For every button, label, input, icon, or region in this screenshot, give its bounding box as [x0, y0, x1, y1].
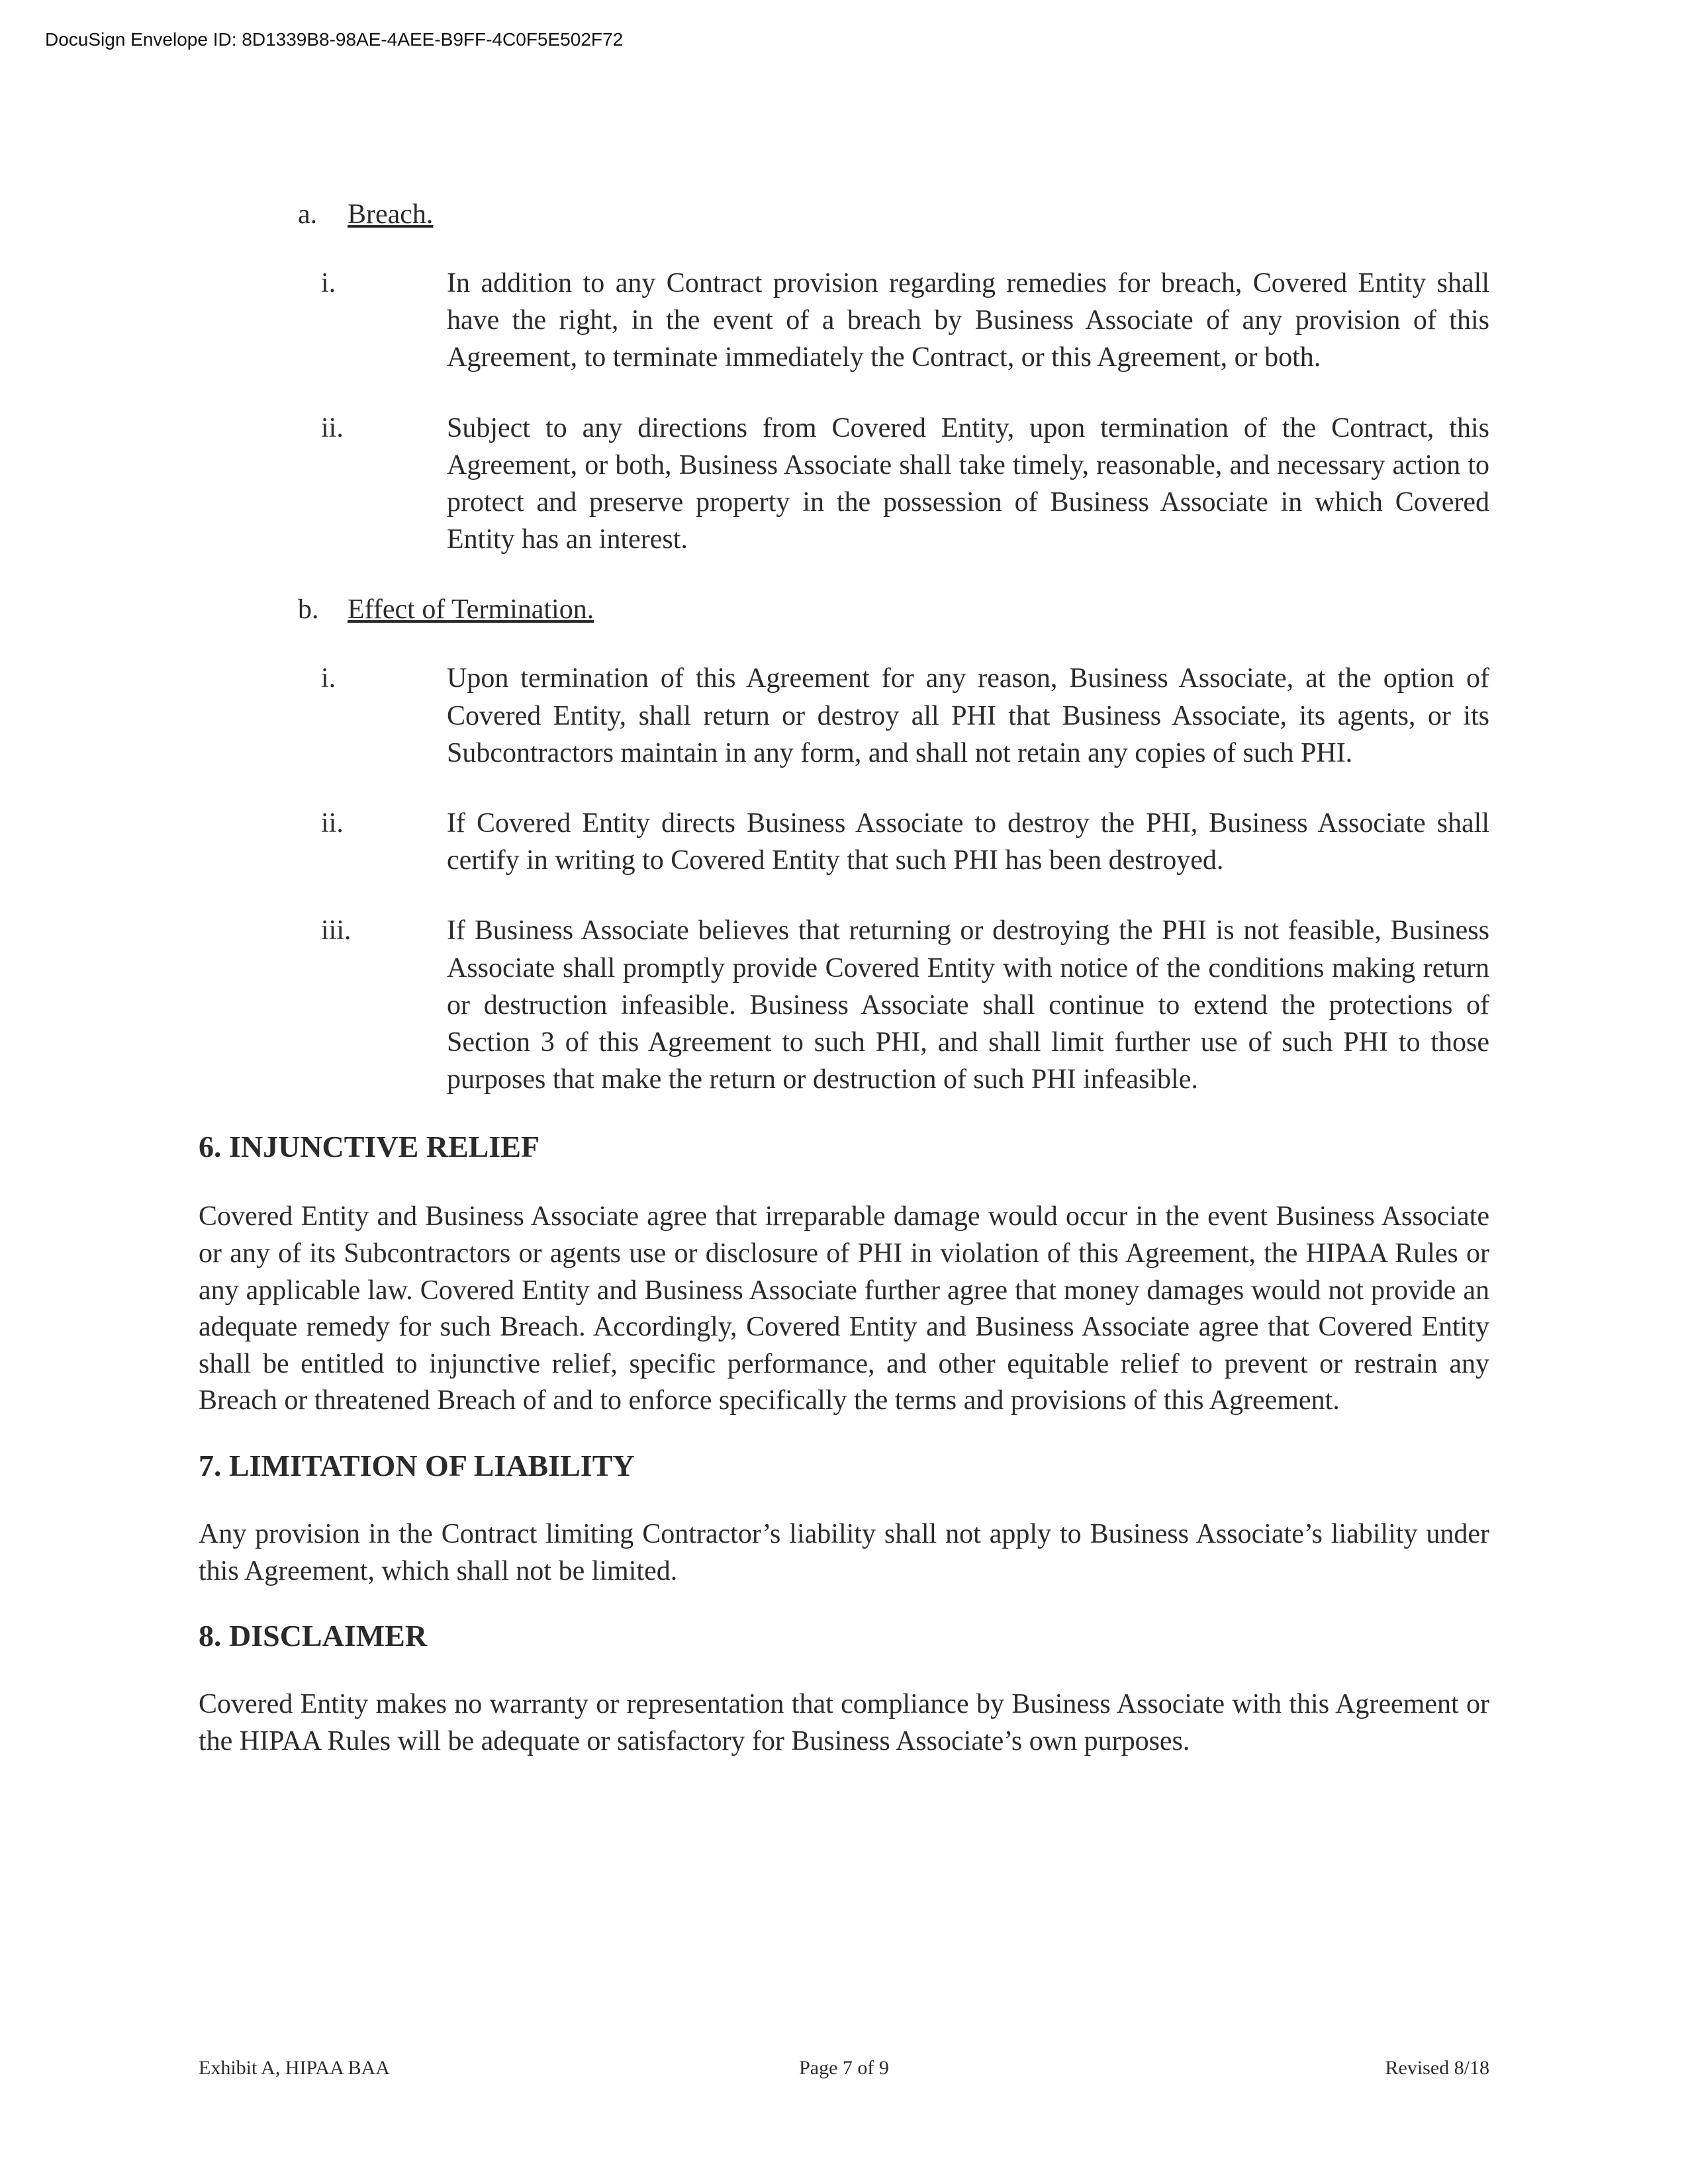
section-paragraph: Covered Entity makes no warranty or representation that compliance by Business Associate with this Agreement or the HIPAA Rules will be adequate or satisfactory for Business Associate’s own purposes. — [199, 1689, 1489, 1756]
list-item-text: If Covered Entity directs Business Associate to destroy the PHI, Business Associate shall certify in writing to Covered Entity that such PHI has been destroyed. — [447, 808, 1489, 876]
document-body — [199, 196, 1489, 1760]
section-paragraph: Any provision in the Contract limiting Contractor’s liability shall not apply to Business Associate’s liability under this Agreement, which shall not be limited. — [199, 1519, 1489, 1586]
subsection-title: Effect of Termination. — [348, 594, 594, 625]
section-paragraph: Covered Entity and Business Associate agree that irreparable damage would occur in the event Business Associate or any of its Subcontractors or agents use or disclosure of PHI in violation of this Agreement, the HIPAA Rules or any applicable law. Covered Entity and Business Associate further agree that money damages would not provide an adequate remedy for such Breach. Accordingly, Covered Entity and Business Associate agree that Covered Entity shall be entitled to injunctive relief, specific performance, and other equitable relief to prevent or restrain any Breach or threatened Breach of and to enforce specifically the terms and provisions of this Agreement. — [199, 1201, 1489, 1416]
list-item-number: iii. — [321, 915, 352, 946]
list-item-text: Subject to any directions from Covered Entity, upon termination of the Contract, this Agreement, or both, Business Associate shall take timely, reasonable, and necessary action to protect and preserve property in the possession of Business Associate in which Covered Entity has an interest. — [447, 412, 1489, 555]
section-heading-disclaimer: 8. DISCLAIMER — [199, 1619, 428, 1653]
list-item-text: If Business Associate believes that returning or destroying the PHI is not feasible, Business Associate shall promptly provide Covered Entity with notice of the conditions making return or destruction infeasible. Business Associate shall continue to extend the protections of Section 3 of this Agreement to such PHI, and shall limit further use of such PHI to those purposes that make the return or destruction of such PHI infeasible. — [447, 915, 1489, 1095]
list-item — [199, 805, 1489, 879]
list-item — [199, 912, 1489, 1098]
list-item — [199, 410, 1489, 559]
section-heading-limitation-of-liability: 7. LIMITATION OF LIABILITY — [199, 1449, 635, 1483]
page-footer — [199, 2057, 1489, 2083]
docusign-envelope-id: DocuSign Envelope ID: 8D1339B8-98AE-4AEE-B9FF-4C0F5E502F72 — [45, 29, 624, 50]
list-item-text: Upon termination of this Agreement for any reason, Business Associate, at the option of Covered Entity, shall return or destroy all PHI that Business Associate, its agents, or its Subcontractors maintain in any form, and shall not retain any copies of such PHI. — [447, 663, 1489, 768]
list-item-number: ii. — [321, 808, 344, 839]
subsection-title: Breach. — [348, 199, 434, 230]
list-item-text: In addition to any Contract provision regarding remedies for breach, Covered Entity shall have the right, in the event of a breach by Business Associate of any provision of this Agreement, to terminate immediately the Contract, or this Agreement, or both. — [447, 268, 1489, 373]
subsection-letter: b. — [298, 594, 319, 625]
list-item — [199, 660, 1489, 772]
subsection-heading-breach — [199, 196, 1489, 233]
footer-document-name: Exhibit A, HIPAA BAA — [199, 2057, 390, 2079]
section-heading-injunctive-relief: 6. INJUNCTIVE RELIEF — [199, 1130, 540, 1164]
list-item-number: i. — [321, 663, 336, 694]
list-item-number: i. — [321, 268, 336, 298]
subsection-heading-effect-of-termination — [199, 591, 1489, 628]
list-item-number: ii. — [321, 412, 344, 443]
footer-page-number: Page 7 of 9 — [799, 2057, 889, 2079]
list-item — [199, 265, 1489, 377]
footer-revision: Revised 8/18 — [1385, 2057, 1489, 2079]
subsection-letter: a. — [298, 199, 318, 230]
